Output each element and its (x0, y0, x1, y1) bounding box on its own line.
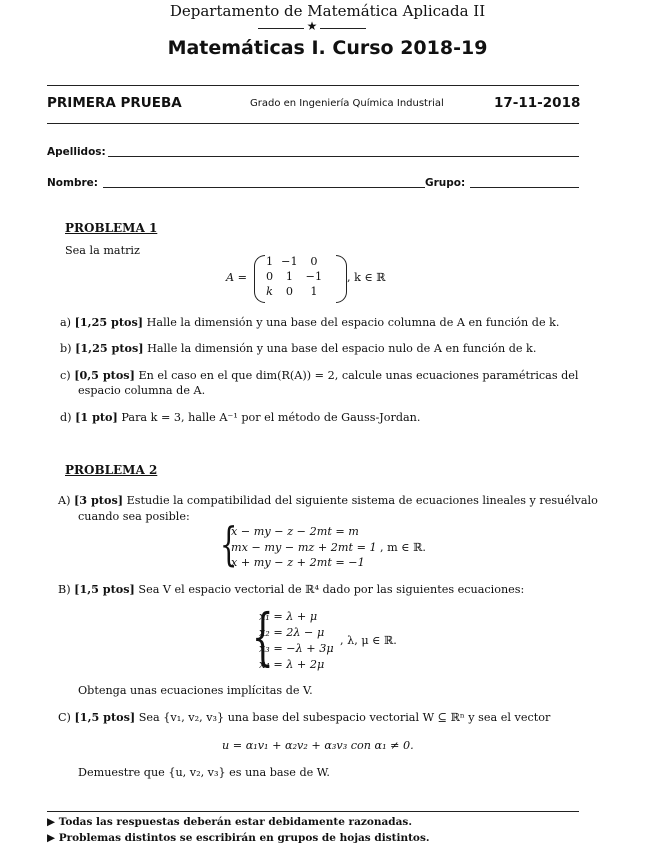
item-label: d) (60, 411, 72, 424)
matrix-a (262, 254, 326, 299)
department-name: Departamento de Matemática Aplicada II (169, 2, 486, 20)
part-label: A) (58, 494, 71, 507)
problem2-part-a (58, 493, 598, 508)
problem1-item-c-continued: espacio columna de A. (78, 384, 206, 397)
problem1-item-c (60, 368, 579, 383)
matrix-cell: 1 (285, 270, 293, 283)
item-text: Para k = 3, halle A⁻¹ por el método de Gauss-Jordan. (117, 411, 421, 424)
matrix-cell: 0 (285, 285, 293, 298)
item-label: c) (60, 369, 71, 382)
item-text: En el caso en el que dim(R(A)) = 2, calcule unas ecuaciones paramétricas del (134, 369, 579, 382)
item-points: [0,5 ptos] (74, 368, 135, 382)
system-brace-icon: { (219, 517, 238, 571)
matrix-cell: 1 (266, 255, 274, 268)
header-rule-left (258, 28, 304, 29)
part-points: [3 ptos] (74, 493, 124, 507)
matrix-cell: k (266, 285, 273, 298)
footer-rule (47, 811, 579, 812)
matrix-cell: −1 (305, 270, 323, 283)
bottom-header-rule (47, 123, 579, 124)
item-label: a) (60, 316, 72, 329)
matrix-cell: 0 (266, 270, 274, 283)
item-points: [1,25 ptos] (75, 341, 144, 355)
vector-formula: u = α₁v₁ + α₂v₂ + α₃v₃ con α₁ ≠ 0. (222, 739, 414, 752)
problem1-item-a (60, 315, 559, 330)
matrix-right-paren (336, 255, 347, 303)
part-text: Sea V el espacio vectorial de ℝ⁴ dado por las siguientes ecuaciones: (134, 583, 525, 596)
part-label: C) (58, 711, 71, 724)
surname-label: Apellidos: (47, 146, 106, 158)
part-label: B) (58, 583, 71, 596)
problem2-part-b-task: Obtenga unas ecuaciones implícitas de V. (78, 684, 313, 697)
footer-note: ▶ Problemas distintos se escribirán en grupos de hojas distintos. (47, 832, 430, 844)
problem2-part-c (58, 710, 550, 725)
matrix-cell: −1 (281, 255, 298, 268)
footer-note: ▶ Todas las respuestas deberán estar debidamente razonadas. (47, 816, 412, 828)
name-field[interactable] (103, 187, 425, 188)
equation: x + my − z + 2mt = −1 (231, 556, 365, 569)
problem1-item-b (60, 341, 536, 356)
top-rule (47, 85, 579, 86)
part-points: [1,5 ptos] (74, 582, 135, 596)
system-condition: , λ, μ ∈ ℝ. (340, 634, 397, 647)
part-text: Estudie la compatibilidad del siguiente sistema de ecuaciones lineales y resuélvalo (123, 494, 598, 507)
matrix-condition: , k ∈ ℝ (347, 271, 386, 284)
matrix-cell: 1 (310, 285, 318, 298)
part-points: [1,5 ptos] (74, 710, 136, 724)
matrix-lhs: A = (226, 271, 248, 284)
problem2-part-c-task: Demuestre que {u, v₂, v₃} es una base de W. (78, 766, 330, 779)
name-label: Nombre: (47, 177, 98, 189)
problem1-intro: Sea la matriz (65, 244, 140, 257)
problem2-title: PROBLEMA 2 (65, 463, 158, 477)
system-brace-icon: { (251, 600, 274, 673)
system-condition: , m ∈ ℝ. (380, 541, 426, 554)
exam-name: PRIMERA PRUEBA (47, 95, 182, 111)
group-label: Grupo: (425, 177, 466, 189)
item-points: [1 pto] (75, 410, 118, 424)
exam-date: 17-11-2018 (494, 95, 581, 111)
equation: x₃ = −λ + 3μ (259, 642, 334, 655)
header-rule-right (320, 28, 366, 29)
problem2-part-a-continued: cuando sea posible: (78, 510, 190, 523)
equation: x − my − z − 2mt = m (231, 525, 359, 538)
course-title: Matemáticas I. Curso 2018-19 (167, 37, 488, 59)
problem1-item-d (60, 410, 420, 425)
matrix-cell: 0 (310, 255, 318, 268)
equation: mx − my − mz + 2mt = 1 (231, 541, 377, 554)
degree-name: Grado en Ingeniería Química Industrial (250, 98, 444, 109)
surname-field[interactable] (108, 156, 579, 157)
item-label: b) (60, 342, 72, 355)
problem2-part-b (58, 582, 524, 597)
item-text: Halle la dimensión y una base del espacio columna de A en función de k. (143, 316, 560, 329)
equation: x₄ = λ + 2μ (259, 658, 325, 671)
equation: x₁ = λ + μ (259, 610, 318, 623)
part-text: Sea {v₁, v₂, v₃} una base del subespacio vectorial W ⊆ ℝⁿ y sea el vector (135, 711, 551, 724)
equation: x₂ = 2λ − μ (259, 626, 325, 639)
item-text: Halle la dimensión y una base del espacio nulo de A en función de k. (143, 342, 537, 355)
group-field[interactable] (470, 187, 579, 188)
item-points: [1,25 ptos] (74, 315, 144, 329)
problem1-title: PROBLEMA 1 (65, 221, 158, 235)
star-icon: ★ (306, 19, 318, 33)
